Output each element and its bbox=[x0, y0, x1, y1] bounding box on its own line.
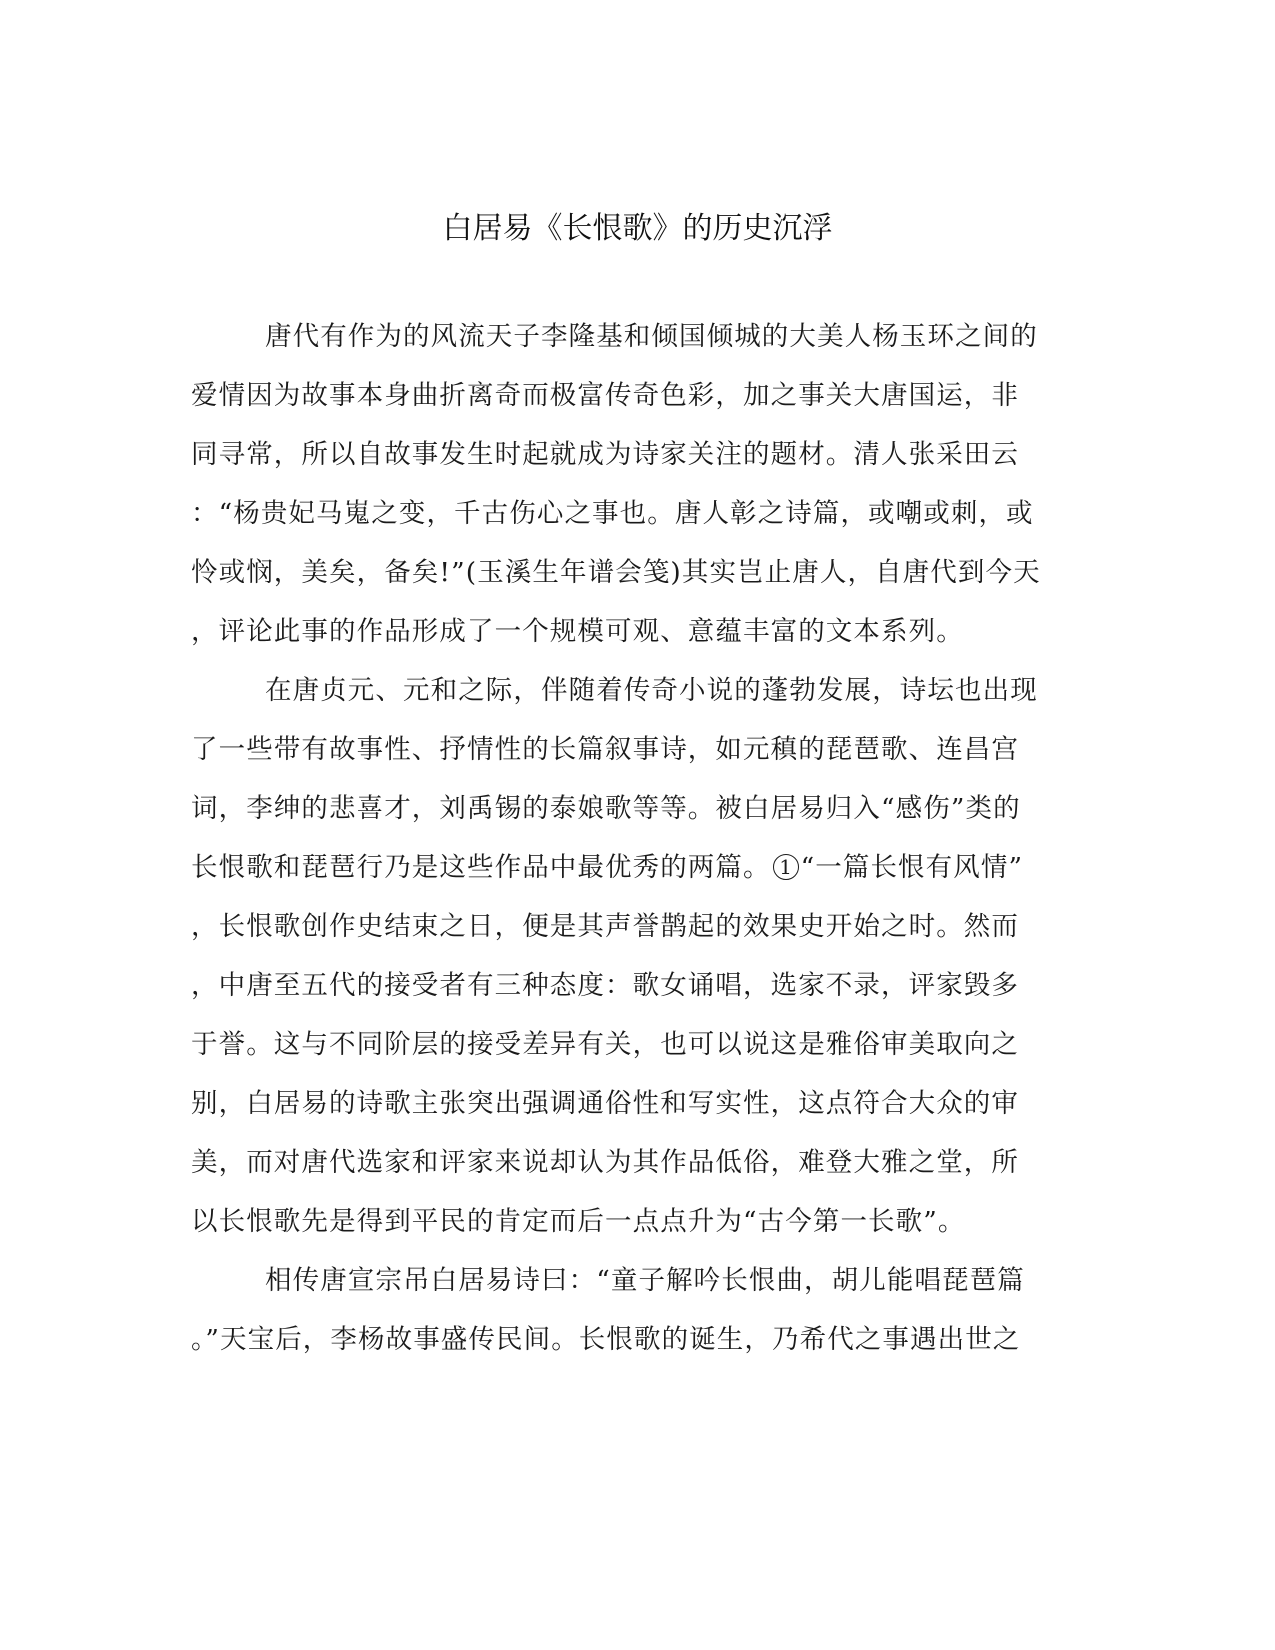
paragraph-1-line-4: ：“杨贵妃马嵬之变，千古伤心之事也。唐人彰之诗篇，或嘲或刺，或 bbox=[191, 498, 1034, 529]
paragraph-1-line-6: ，评论此事的作品形成了一个规模可观、意蕴丰富的文本系列。 bbox=[191, 616, 964, 647]
paragraph-3-line-1: 相传唐宣宗吊白居易诗曰：“童子解吟长恨曲，胡儿能唱琵琶篇 bbox=[265, 1265, 1025, 1296]
document-title: 白居易《长恨歌》的历史沉浮 bbox=[442, 211, 833, 246]
paragraph-3-line-2: 。”天宝后，李杨故事盛传民间。长恨歌的诞生，乃希代之事遇出世之 bbox=[191, 1324, 1021, 1355]
paragraph-1-line-1: 唐代有作为的风流天子李隆基和倾国倾城的大美人杨玉环之间的 bbox=[265, 321, 1038, 352]
paragraph-2-line-9: 美，而对唐代选家和评家来说却认为其作品低俗，难登大雅之堂，所 bbox=[191, 1147, 1019, 1178]
paragraph-2-line-5: ，长恨歌创作史结束之日，便是其声誉鹊起的效果史开始之时。然而 bbox=[191, 911, 1019, 942]
paragraph-2-line-4-quote: “一篇长恨有风情” bbox=[800, 852, 1024, 883]
paragraph-2-line-6: ，中唐至五代的接受者有三种态度：歌女诵唱，选家不录，评家毁多 bbox=[191, 970, 1019, 1001]
paragraph-2-line-8: 别，白居易的诗歌主张突出强调通俗性和写实性，这点符合大众的审 bbox=[191, 1088, 1019, 1119]
paragraph-2-line-3: 词，李绅的悲喜才，刘禹锡的泰娘歌等等。被白居易归入“感伤”类的 bbox=[191, 793, 1021, 824]
paragraph-2-line-4 bbox=[191, 850, 1086, 886]
paragraph-1-line-5: 怜或悯，美矣，备矣!”(玉溪生年谱会笺)其实岂止唐人，自唐代到今天 bbox=[191, 557, 1041, 588]
paragraph-2-line-1: 在唐贞元、元和之际，伴随着传奇小说的蓬勃发展，诗坛也出现 bbox=[265, 675, 1038, 706]
footnote-marker: 1 bbox=[773, 854, 799, 880]
paragraph-2-line-10: 以长恨歌先是得到平民的肯定而后一点点升为“古今第一长歌”。 bbox=[191, 1206, 966, 1237]
paragraph-2-line-7: 于誉。这与不同阶层的接受差异有关，也可以说这是雅俗审美取向之 bbox=[191, 1029, 1019, 1060]
paragraph-2-line-4-text: 长恨歌和琵琶行乃是这些作品中最优秀的两篇。 bbox=[191, 852, 771, 883]
paragraph-1-line-2: 爱情因为故事本身曲折离奇而极富传奇色彩，加之事关大唐国运，非 bbox=[191, 380, 1019, 411]
paragraph-1-line-3: 同寻常，所以自故事发生时起就成为诗家关注的题材。清人张采田云 bbox=[191, 439, 1019, 470]
paragraph-2-line-2: 了一些带有故事性、抒情性的长篇叙事诗，如元稹的琵琶歌、连昌宫 bbox=[191, 734, 1019, 765]
